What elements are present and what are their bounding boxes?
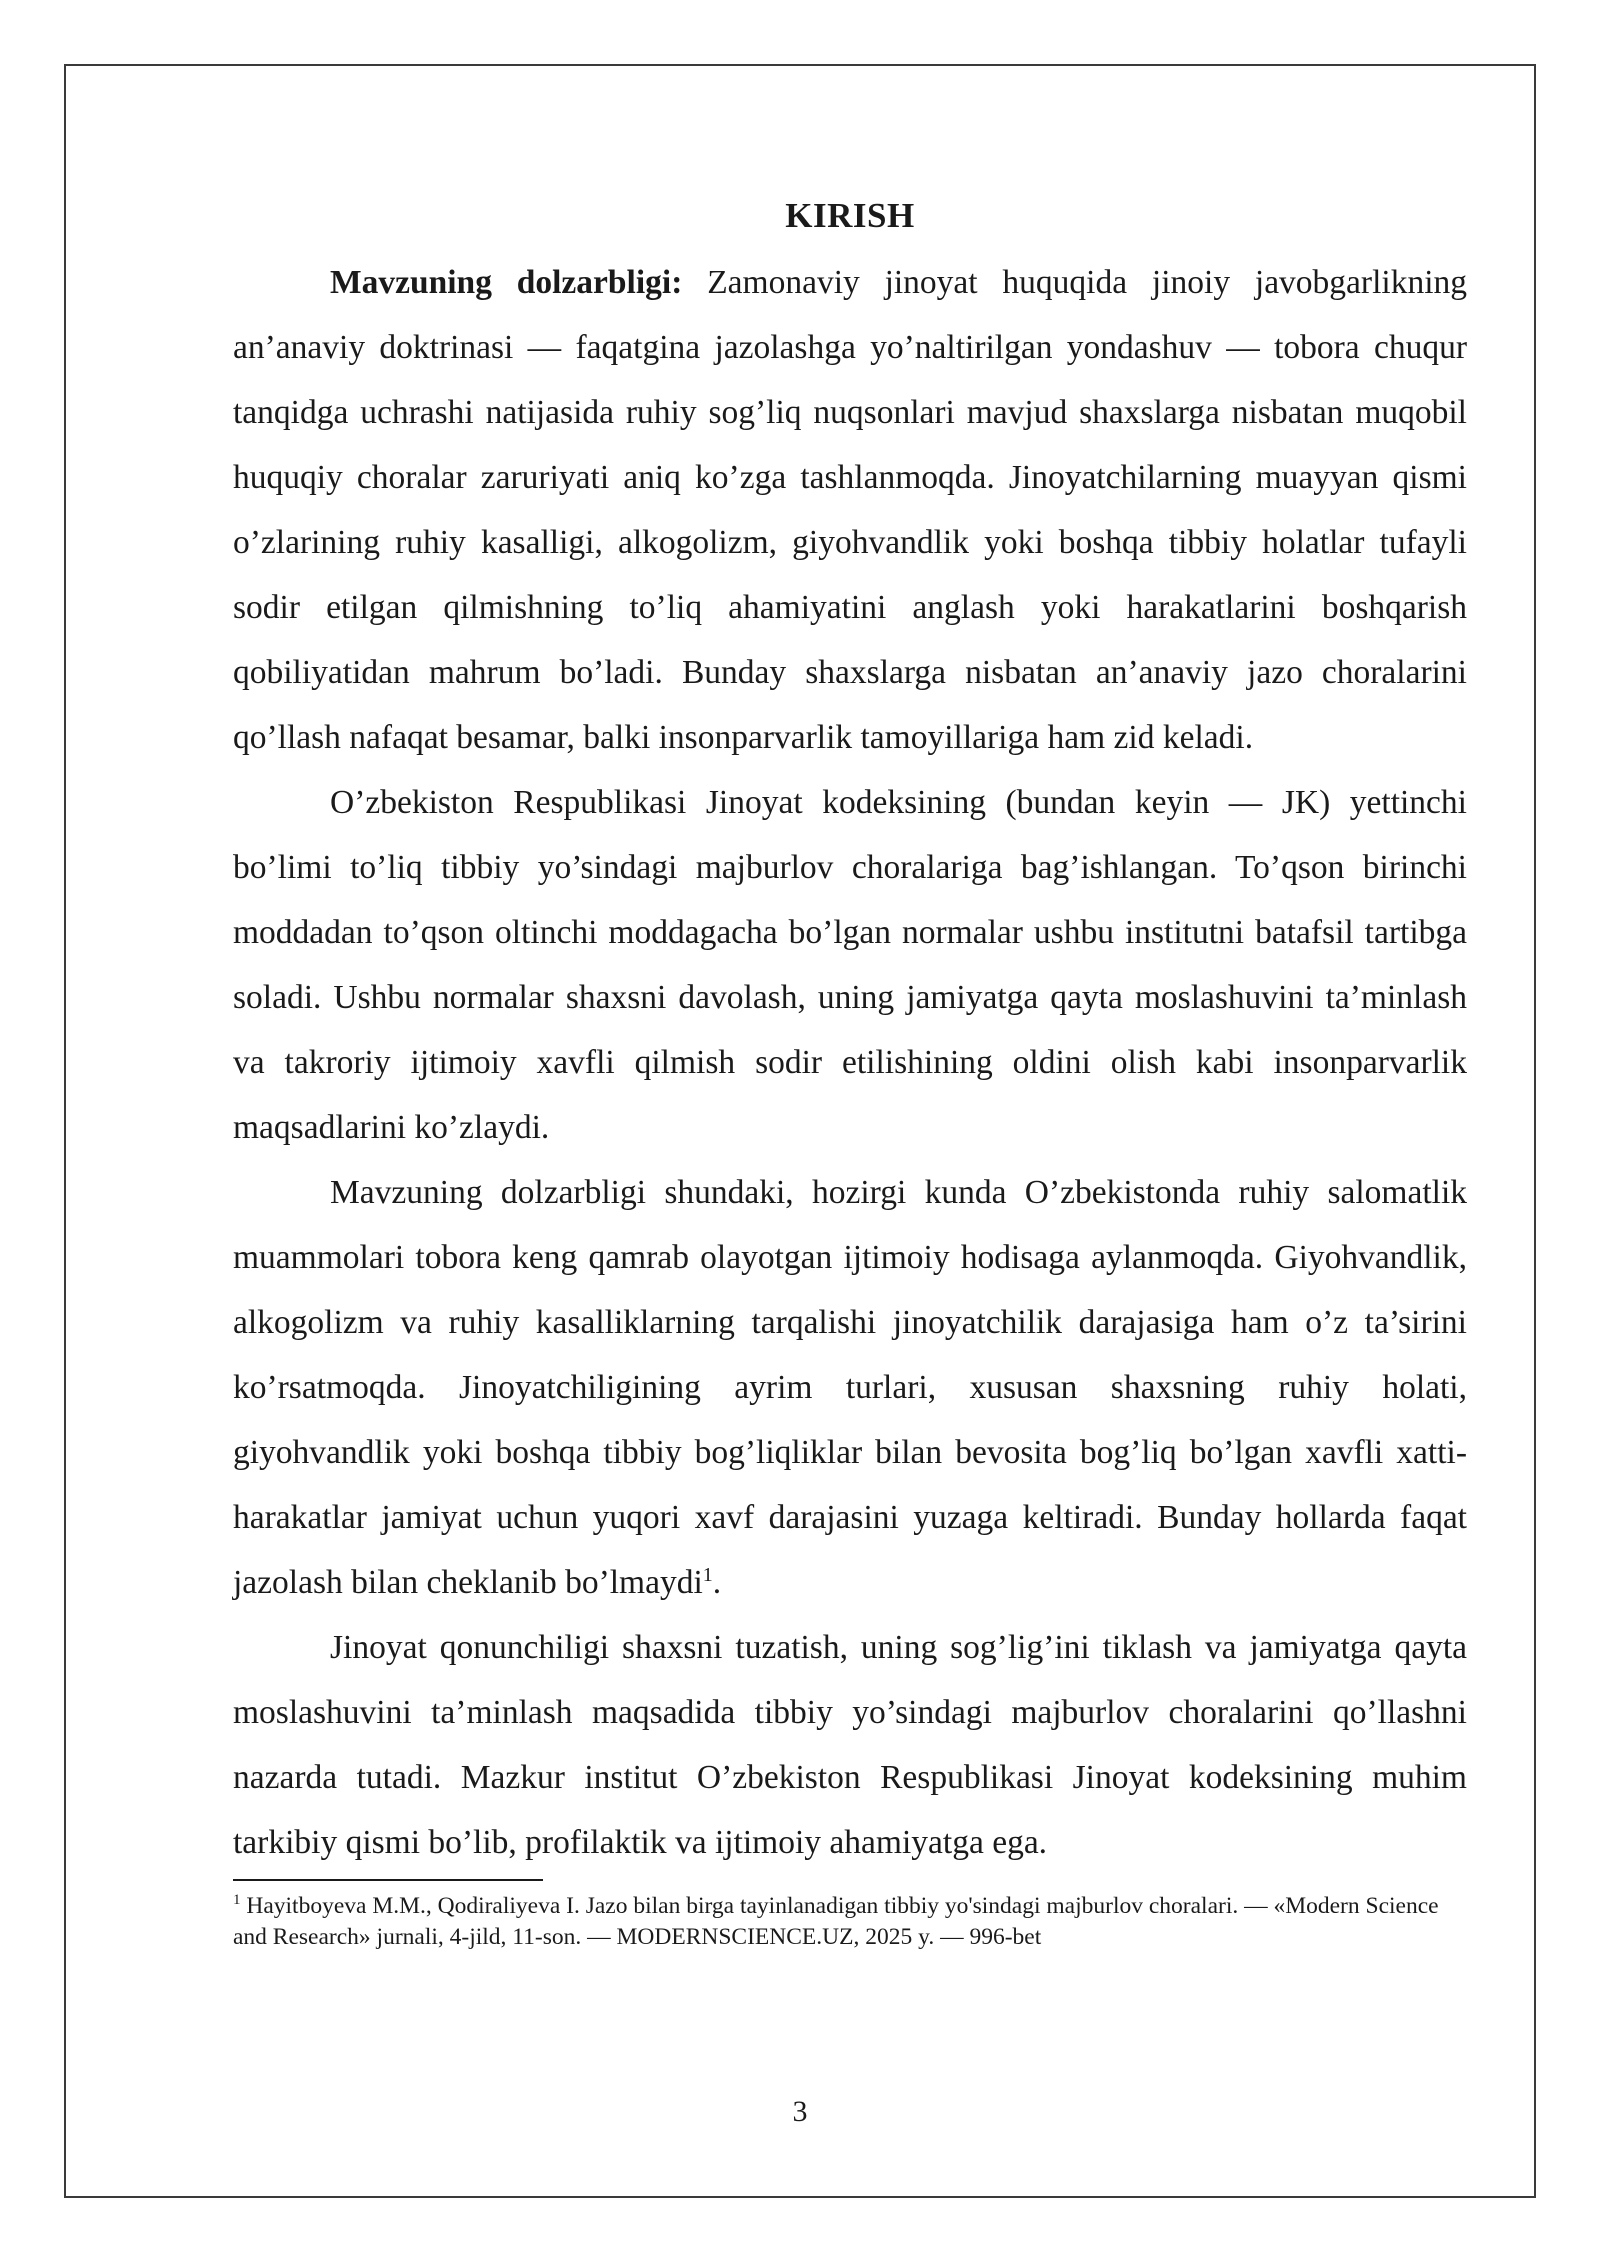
footnote [233, 1891, 1467, 1953]
paragraph-3 [233, 1160, 1467, 1615]
document-body [233, 190, 1467, 1953]
paragraph-text: Zamonaviy jinoyat huquqida jinoiy javobgarlikning an’anaviy doktrinasi — faqatgina jazolashga yo’naltirilgan yondashuv — tobora chuqur tanqidga uchrashi natijasida ruhiy sog’liq nuqsonlari mavjud shaxslarga nisbatan muqobil huquqiy choralar zaruriyati aniq ko’zga tashlanmoqda. Jinoyatchilarning muayyan qismi o’zlarining ruhiy kasalligi, alkogolizm, giyohvandlik yoki boshqa tibbiy holatlar tufayli sodir etilgan qilmishning to’liq ahamiyatini anglash yoki harakatlarini boshqarish qobiliyatidan mahrum bo’ladi. Bunday shaxslarga nisbatan an’anaviy jazo choralarini qo’llash nafaqat besamar, balki insonparvarlik tamoyillariga ham zid keladi. [233, 264, 1468, 756]
section-heading: KIRISH [785, 196, 915, 235]
footnote-text: Hayitboyeva M.M., Qodiraliyeva I. Jazo bilan birga tayinlanadigan tibbiy yo'sindagi majburlov choralari. — «Modern Science and Research» jurnali, 4-jild, 11-son. — MODERNSCIENCE.UZ, 2025 y. — 996-bet [233, 1893, 1439, 1950]
paragraph-text: Mavzuning dolzarbligi shundaki, hozirgi kunda O’zbekistonda ruhiy salomatlik muammolari tobora keng qamrab olayotgan ijtimoiy hodisaga aylanmoqda. Giyohvandlik, alkogolizm va ruhiy kasalliklarning tarqalishi jinoyatchilik darajasiga ham o’z ta’sirini ko’rsatmoqda. Jinoyatchiligining ayrim turlari, xususan shaxsning ruhiy holati, giyohvandlik yoki boshqa tibbiy bog’liqliklar bilan bevosita bog’liq bo’lgan xavfli xatti-harakatlar jamiyat uchun yuqori xavf darajasini yuzaga keltiradi. Bunday hollarda faqat jazolash bilan cheklanib bo’lmaydi [233, 1174, 1467, 1601]
page-number: 3 [792, 2095, 808, 2128]
paragraph-lead: Mavzuning dolzarbligi: [330, 264, 683, 301]
paragraph-tail: . [712, 1564, 722, 1601]
footnote-separator [233, 1879, 543, 1881]
paragraph-4 [233, 1615, 1467, 1875]
paragraph-text: Jinoyat qonunchiligi shaxsni tuzatish, uning sog’lig’ini tiklash va jamiyatga qayta moslashuvini ta’minlash maqsadida tibbiy yo’sindagi majburlov choralarini qo’llashni nazarda tutadi. Mazkur institut O’zbekiston Respublikasi Jinoyat kodeksining muhim tarkibiy qismi bo’lib, profilaktik va ijtimoiy ahamiyatga ega. [233, 1629, 1467, 1861]
paragraph-1 [233, 250, 1467, 770]
footnote-reference[interactable]: 1 [702, 1563, 713, 1586]
paragraph-2 [233, 770, 1467, 1160]
footnote-number: 1 [233, 1892, 241, 1909]
paragraph-text: O’zbekiston Respublikasi Jinoyat kodeksining (bundan keyin — JK) yettinchi bo’limi to’liq tibbiy yo’sindagi majburlov choralariga bag’ishlangan. To’qson birinchi moddadan to’qson oltinchi moddagacha bo’lgan normalar ushbu institutni batafsil tartibga soladi. Ushbu normalar shaxsni davolash, uning jamiyatga qayta moslashuvini ta’minlash va takroriy ijtimoiy xavfli qilmish sodir etilishining oldini olish kabi insonparvarlik maqsadlarini ko’zlaydi. [233, 784, 1467, 1146]
